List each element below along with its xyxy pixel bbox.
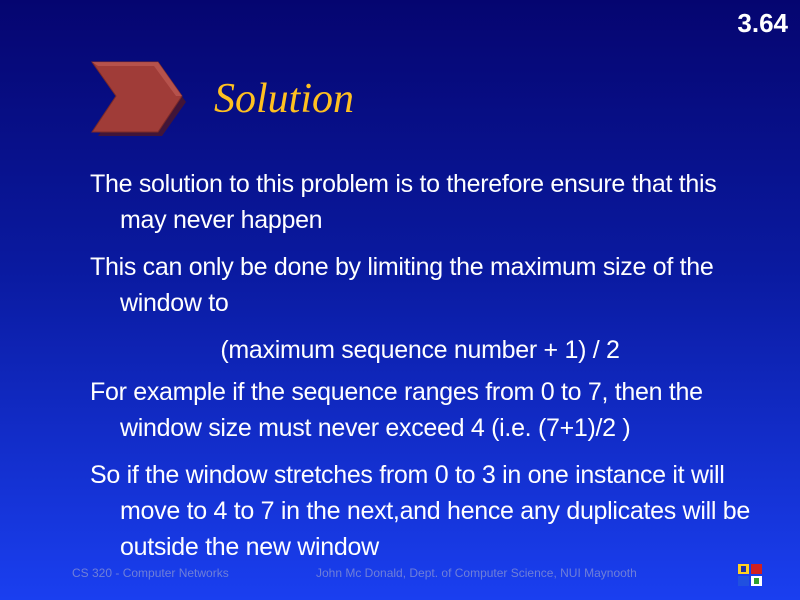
slide-number: 3.64 [737,8,788,38]
paragraph: So if the window stretches from 0 to 3 in one instance it will move to 4 to 7 in the next,and hence any duplicates will be outside the new window [90,461,750,561]
chevron-arrow-icon [88,60,188,140]
crest-icon [738,564,762,586]
slide-body [90,166,750,576]
paragraph: This can only be done by limiting the maximum size of the window to [90,253,714,317]
footer-author: John Mc Donald, Dept. of Computer Science, NUI Maynooth [316,566,637,580]
formula: (maximum sequence number + 1) / 2 [220,336,620,364]
paragraph: For example if the sequence ranges from 0 to 7, then the window size must never exceed 4 (i.e. (7+1)/2 ) [90,378,703,442]
footer-course: CS 320 - Computer Networks [72,566,229,580]
paragraph: The solution to this problem is to therefore ensure that this may never happen [90,170,717,234]
slide-title: Solution [214,76,355,122]
